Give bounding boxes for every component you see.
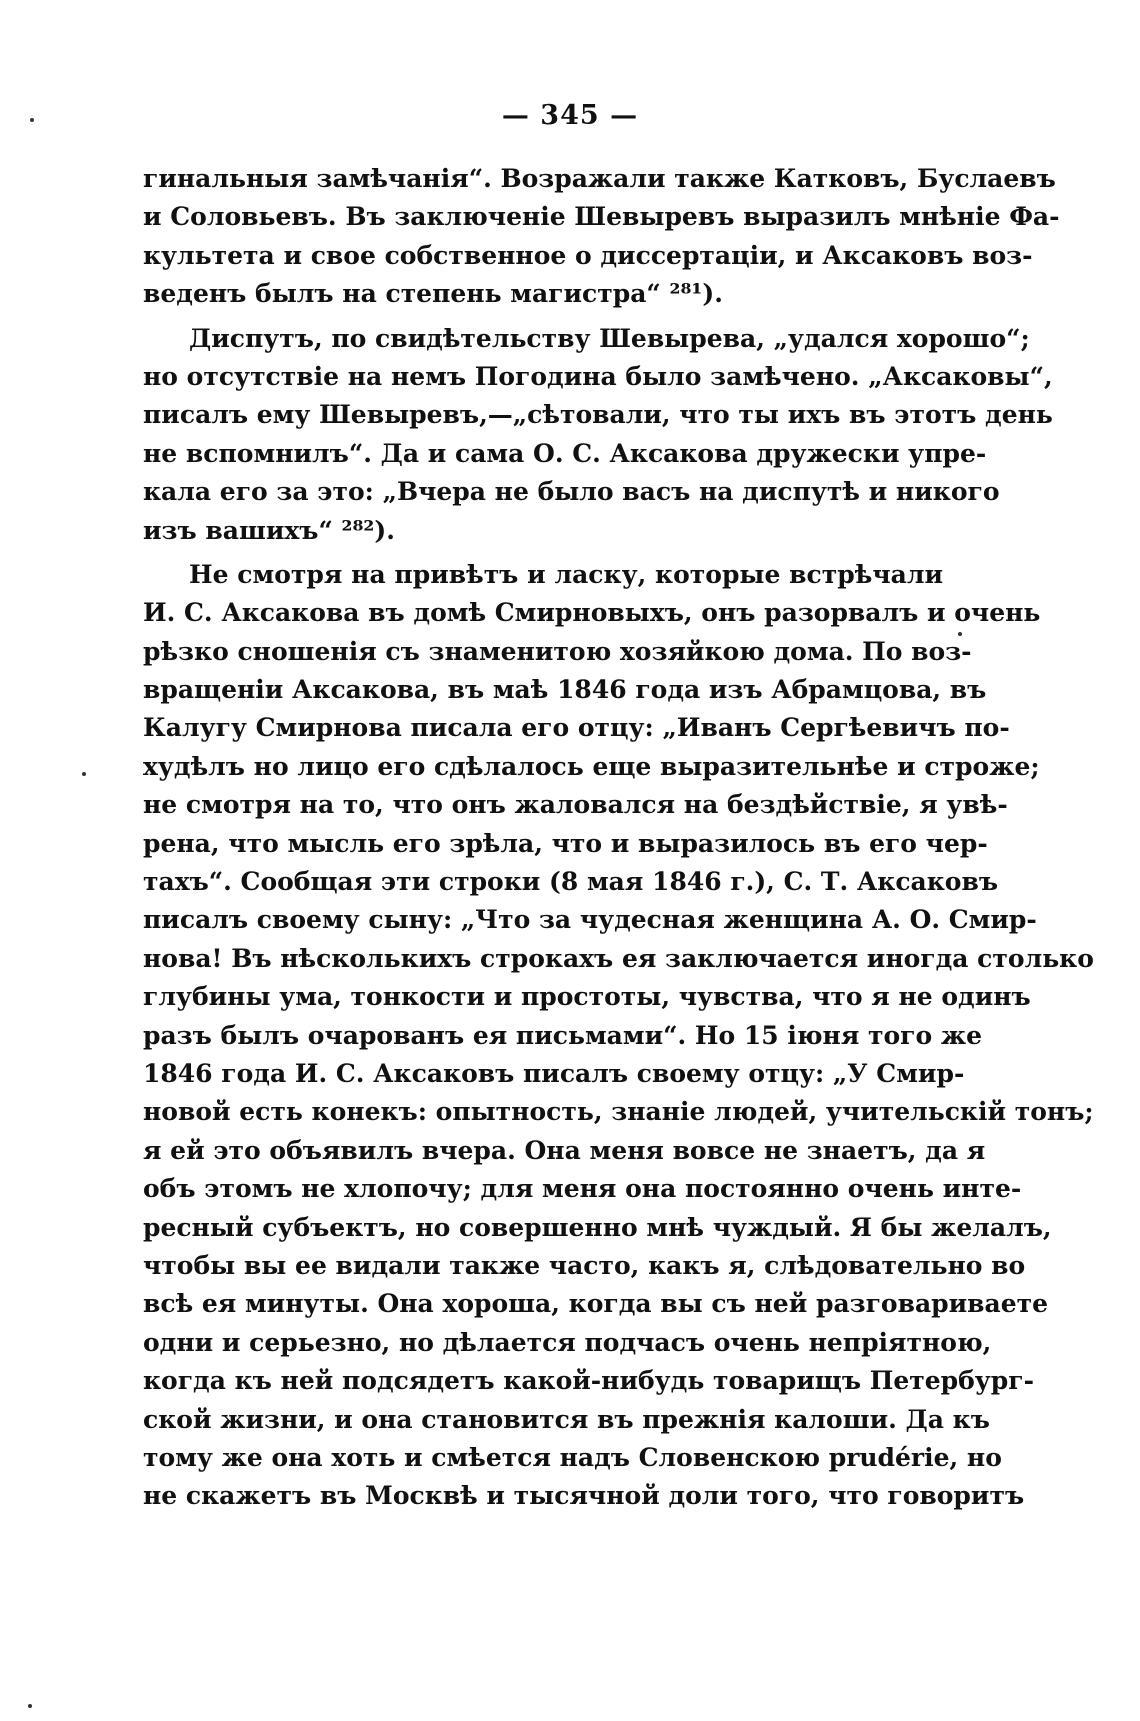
text-line: худѣлъ но лицо его сдѣлалось еще выразительнѣе и строже; <box>143 751 1040 781</box>
text-line: писалъ своему сыну: „Что за чудесная женщина А. О. Смир- <box>143 905 1037 935</box>
text-line: ресный субъектъ, но совершенно мнѣ чуждый. Я бы желалъ, <box>143 1212 1052 1242</box>
text-line: чтобы вы ее видали также часто, какъ я, слѣдовательно во <box>143 1250 1026 1280</box>
scan-speck <box>82 772 86 776</box>
text-line: глубины ума, тонкости и простоты, чувства, что я не одинъ <box>143 982 1031 1012</box>
text-line: не вспомнилъ“. Да и сама О. С. Аксакова дружески упре- <box>143 438 987 468</box>
text-line: когда къ ней подсядетъ какой-нибудь товарищъ Петербург- <box>143 1366 1034 1396</box>
text-line: кала его за это: „Вчера не было васъ на диспутѣ и никого <box>143 477 1000 507</box>
text-line: но отсутствіе на немъ Погодина было замѣчено. „Аксаковы“, <box>143 361 1053 391</box>
text-line: не скажетъ въ Москвѣ и тысячной доли того, что говоритъ <box>143 1481 1025 1511</box>
text-line: тахъ“. Сообщая эти строки (8 мая 1846 г.), С. Т. Аксаковъ <box>143 867 999 897</box>
scan-speck <box>30 118 34 122</box>
text-line: нова! Въ нѣсколькихъ строкахъ ея заключается иногда столько <box>143 943 1094 973</box>
text-line: веденъ былъ на степень магистра“ ²⁸¹). <box>143 279 723 309</box>
text-line: культета и свое собственное о диссертаціи, и Аксаковъ воз- <box>143 240 1033 270</box>
text-line: Калугу Смирнова писала его отцу: „Иванъ Сергѣевичъ по- <box>143 713 1010 743</box>
text-line: рена, что мысль его зрѣла, что и выразилось въ его чер- <box>143 828 988 858</box>
text-line: изъ вашихъ“ ²⁸²). <box>143 515 395 545</box>
text-line: 1846 года И. С. Аксаковъ писалъ своему отцу: „У Смир- <box>143 1058 965 1088</box>
text-line: я ей это объявилъ вчера. Она меня вовсе не знаетъ, да я <box>143 1135 986 1165</box>
paragraph <box>143 160 1060 314</box>
text-line: рѣзко сношенія съ знаменитою хозяйкою дома. По воз- <box>143 636 972 666</box>
body-text <box>143 160 1094 1516</box>
paragraph <box>143 556 1094 1516</box>
text-line: всѣ ея минуты. Она хороша, когда вы съ ней разговариваете <box>143 1289 1049 1319</box>
page-number: — 345 — <box>501 100 639 131</box>
text-line: объ этомъ не хлопочу; для меня она постоянно очень инте- <box>143 1174 1022 1204</box>
text-line: не смотря на то, что онъ жаловался на бездѣйствіе, я увѣ- <box>143 790 1008 820</box>
paragraph <box>143 320 1053 550</box>
scan-speck <box>28 1704 32 1708</box>
text-line: И. С. Аксакова въ домѣ Смирновыхъ, онъ разорвалъ и очень <box>143 598 1041 628</box>
text-line: одни и серьезно, но дѣлается подчасъ очень непріятною, <box>143 1327 992 1357</box>
text-line: и Соловьевъ. Въ заключеніе Шевыревъ выразилъ мнѣніе Фа- <box>143 202 1060 232</box>
text-line: Диспутъ, по свидѣтельству Шевырева, „удался хорошо“; <box>189 323 1030 353</box>
text-line: новой есть конекъ: опытность, знаніе людей, учительскій тонъ; <box>143 1097 1094 1127</box>
scan-speck <box>958 632 962 636</box>
text-line: вращеніи Аксакова, въ маѣ 1846 года изъ Абрамцова, въ <box>143 675 987 705</box>
text-line: Не смотря на привѣтъ и ласку, которые встрѣчали <box>189 559 943 589</box>
text-line: тому же она хоть и смѣется надъ Словенскою prudérie, но <box>143 1442 1002 1472</box>
text-line: гинальныя замѣчанія“. Возражали также Катковъ, Буслаевъ <box>143 164 1056 193</box>
text-line: писалъ ему Шевыревъ,—„сѣтовали, что ты ихъ въ этотъ день <box>143 400 1053 430</box>
text-line: разъ былъ очарованъ ея письмами“. Но 15 іюня того же <box>143 1020 983 1050</box>
text-line: ской жизни, и она становится въ прежнія калоши. Да къ <box>143 1404 990 1434</box>
